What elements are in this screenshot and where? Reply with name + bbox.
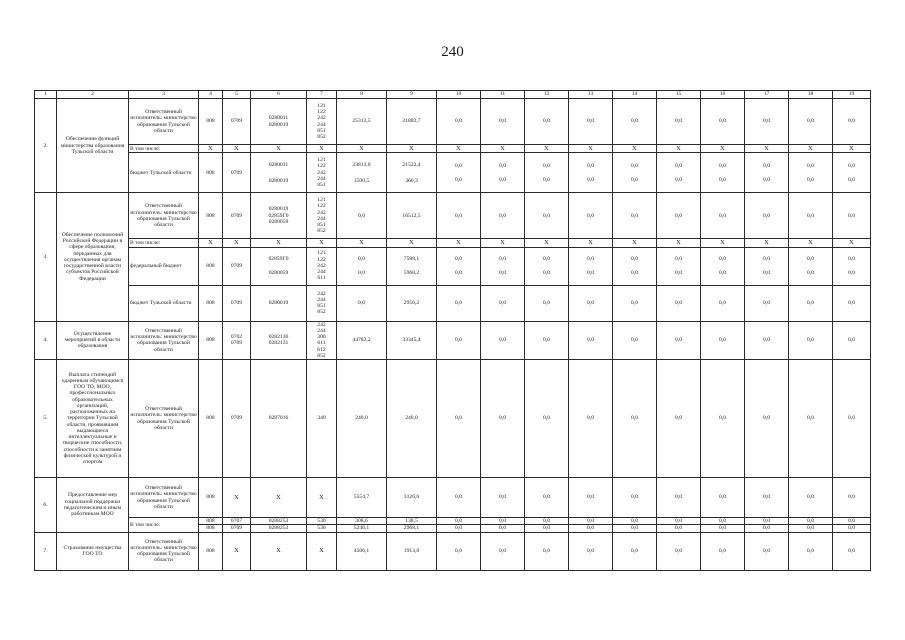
responsible-cell: Ответственный исполнитель: министерство образования Тульской области [129, 478, 199, 518]
x-cell: X [525, 239, 569, 247]
rz-cell: 0709 [223, 99, 251, 145]
zero-cell: 0,0 [745, 99, 789, 145]
zero-cell: 0,0 [657, 360, 701, 478]
x-cell: X [481, 145, 525, 153]
row-name: Обеспечение функций министерства образования Тульской области [57, 99, 129, 193]
table-row [35, 360, 871, 478]
x-cell: X [613, 239, 657, 247]
zero-cell: 0,0 [569, 285, 613, 321]
table-row [35, 145, 871, 153]
zero-cell: 0,0 [657, 285, 701, 321]
responsible-cell: Ответственный исполнитель: министерство образования Тульской области [129, 99, 199, 145]
x-cell: X [337, 145, 387, 153]
row-name: Осуществление мероприятий в области образования [57, 321, 129, 360]
row-number: 3. [35, 193, 57, 321]
zero-cell: 0,0 [789, 193, 833, 239]
value-cell: 7588,1 5968,2 [387, 247, 437, 285]
x-cell: X [789, 239, 833, 247]
zero-cell: 0,0 [437, 525, 481, 532]
header-cell: 11 [481, 91, 525, 99]
vr-cell: 121 122 242 244 851 [307, 153, 337, 193]
grbs-cell: 808 [199, 478, 223, 518]
zero-cell: 0,0 0,0 [525, 247, 569, 285]
rz-cell: 0709 [223, 193, 251, 239]
table-row [35, 532, 871, 570]
zero-cell: 0,0 [657, 99, 701, 145]
zero-cell: 0,0 [833, 525, 871, 532]
header-row [35, 91, 871, 99]
x-cell: X [307, 145, 337, 153]
header-cell: 13 [569, 91, 613, 99]
zero-cell: 0,0 [569, 193, 613, 239]
zero-cell: 0,0 0,0 [569, 247, 613, 285]
zero-cell: 0,0 [525, 525, 569, 532]
zero-cell: 0,0 [833, 532, 871, 570]
responsible-cell: федеральный бюджет [129, 247, 199, 285]
zero-cell: 0,0 [745, 478, 789, 518]
zero-cell: 0,0 [833, 478, 871, 518]
csr-cell: 02859Г0 0280059 [251, 247, 307, 285]
value-cell: 0,0 [337, 285, 387, 321]
rz-cell: 0709 [223, 247, 251, 285]
row-number: 4. [35, 321, 57, 360]
zero-cell: 0,0 0,0 [745, 153, 789, 193]
zero-cell: 0,0 [525, 193, 569, 239]
responsible-cell: бюджет Тульской области [129, 285, 199, 321]
zero-cell: 0,0 [569, 99, 613, 145]
zero-cell: 0,0 [745, 525, 789, 532]
value-cell: 2968,1 [387, 525, 437, 532]
zero-cell: 0,0 [525, 285, 569, 321]
zero-cell: 0,0 [437, 193, 481, 239]
x-cell: X [437, 145, 481, 153]
responsible-cell: Ответственный исполнитель: министерство образования Тульской области [129, 532, 199, 570]
x-cell: X [251, 239, 307, 247]
zero-cell: 0,0 [789, 532, 833, 570]
row-number: 2. [35, 99, 57, 193]
row-name: Выплата стипендий одаренным обучающимся ГОО ТО, МОО, профессиональных образовательных организаций, расположенных на территории Тульской области, проявившим выдающиеся интеллектуальные и творческие способности, способности к занятиям физической культурой и спортом [57, 360, 129, 478]
zero-cell: 0,0 [789, 478, 833, 518]
zero-cell: 0,0 [481, 285, 525, 321]
zero-cell: 0,0 [745, 321, 789, 360]
header-cell: 10 [437, 91, 481, 99]
zero-cell: 0,0 [657, 193, 701, 239]
grbs-cell: 808 [199, 525, 223, 532]
zero-cell: 0,0 [833, 193, 871, 239]
zero-cell: 0,0 0,0 [833, 247, 871, 285]
zero-cell: 0,0 [569, 518, 613, 525]
zero-cell: 0,0 [481, 193, 525, 239]
vr-cell: 530 [307, 525, 337, 532]
zero-cell: 0,0 [613, 532, 657, 570]
value-cell: 4506,1 [337, 532, 387, 570]
header-cell: 2 [57, 91, 129, 99]
zero-cell: 0,0 [569, 360, 613, 478]
header-cell: 6 [251, 91, 307, 99]
zero-cell: 0,0 [525, 99, 569, 145]
value-cell: 5554,7 [337, 478, 387, 518]
zero-cell: 0,0 0,0 [833, 153, 871, 193]
zero-cell: 0,0 [701, 478, 745, 518]
responsible-cell: Ответственный исполнитель: министерство образования Тульской области [129, 321, 199, 360]
zero-cell: 0,0 [613, 518, 657, 525]
zero-cell: 0,0 0,0 [481, 247, 525, 285]
header-cell: 15 [657, 91, 701, 99]
value-cell: 1913,8 [387, 532, 437, 570]
x-cell: X [251, 532, 307, 570]
incl-label: В том числе: [129, 145, 199, 153]
zero-cell: 0,0 [789, 525, 833, 532]
x-cell: X [199, 239, 223, 247]
zero-cell: 0,0 0,0 [701, 247, 745, 285]
x-cell: X [789, 145, 833, 153]
x-cell: X [337, 239, 387, 247]
header-cell: 12 [525, 91, 569, 99]
x-cell: X [745, 239, 789, 247]
x-cell: X [613, 145, 657, 153]
table-row [35, 153, 871, 193]
zero-cell: 0,0 [569, 321, 613, 360]
grbs-cell: 808 [199, 360, 223, 478]
table-row [35, 239, 871, 247]
vr-cell: 242 244 851 852 [307, 285, 337, 321]
value-cell: 25313,5 [337, 99, 387, 145]
grbs-cell: 808 [199, 153, 223, 193]
rz-cell: 0709 [223, 285, 251, 321]
zero-cell: 0,0 [657, 518, 701, 525]
zero-cell: 0,0 [745, 532, 789, 570]
zero-cell: 0,0 [789, 99, 833, 145]
zero-cell: 0,0 [745, 360, 789, 478]
zero-cell: 0,0 [613, 285, 657, 321]
zero-cell: 0,0 0,0 [437, 247, 481, 285]
vr-cell: 242 244 300 611 612 852 [307, 321, 337, 360]
zero-cell: 0,0 [613, 360, 657, 478]
rz-cell: 0707 [223, 518, 251, 525]
vr-cell: 340 [307, 360, 337, 478]
zero-cell: 0,0 0,0 [789, 153, 833, 193]
csr-cell: 0280019 [251, 285, 307, 321]
zero-cell: 0,0 [525, 360, 569, 478]
x-cell: X [701, 145, 745, 153]
zero-cell: 0,0 [481, 360, 525, 478]
zero-cell: 0,0 [481, 321, 525, 360]
zero-cell: 0,0 [613, 321, 657, 360]
x-cell: X [223, 145, 251, 153]
x-cell: X [307, 532, 337, 570]
vr-cell: 530 [307, 518, 337, 525]
value-cell: 23813,0 1500,5 [337, 153, 387, 193]
zero-cell: 0,0 [833, 99, 871, 145]
header-cell: 14 [613, 91, 657, 99]
budget-table [34, 90, 871, 571]
x-cell: X [223, 532, 251, 570]
table-row [35, 285, 871, 321]
zero-cell: 0,0 [437, 360, 481, 478]
value-cell: 33345,4 [387, 321, 437, 360]
zero-cell: 0,0 [833, 285, 871, 321]
x-cell: X [569, 145, 613, 153]
zero-cell: 0,0 [701, 518, 745, 525]
budget-table-sheet [34, 90, 870, 571]
zero-cell: 0,0 [481, 518, 525, 525]
x-cell: X [833, 145, 871, 153]
header-cell: 8 [337, 91, 387, 99]
x-cell: X [223, 239, 251, 247]
rz-cell: 0709 [223, 153, 251, 193]
zero-cell: 0,0 [525, 321, 569, 360]
x-cell: X [569, 239, 613, 247]
header-cell: 18 [789, 91, 833, 99]
value-cell: 21522,4 360,3 [387, 153, 437, 193]
zero-cell: 0,0 [437, 478, 481, 518]
x-cell: X [199, 145, 223, 153]
zero-cell: 0,0 [657, 478, 701, 518]
x-cell: X [437, 239, 481, 247]
zero-cell: 0,0 [613, 193, 657, 239]
csr-cell: 0280011 0280019 [251, 153, 307, 193]
zero-cell: 0,0 0,0 [701, 153, 745, 193]
grbs-cell: 808 [199, 532, 223, 570]
row-name: Обеспечение полномочий Российской Федерации в сфере образования, переданных для осуществления органам государственной власти субъектов Российской Федерации [57, 193, 129, 321]
grbs-cell: 808 [199, 247, 223, 285]
zero-cell: 0,0 [569, 525, 613, 532]
zero-cell: 0,0 [701, 321, 745, 360]
rz-cell: 0709 [223, 360, 251, 478]
value-cell: 16512,5 [387, 193, 437, 239]
csr-cell: 0287016 [251, 360, 307, 478]
grbs-cell: 808 [199, 518, 223, 525]
zero-cell: 0,0 [789, 285, 833, 321]
grbs-cell: 808 [199, 99, 223, 145]
zero-cell: 0,0 0,0 [613, 153, 657, 193]
zero-cell: 0,0 [569, 478, 613, 518]
x-cell: X [307, 239, 337, 247]
incl-label: В том числе: [129, 239, 199, 247]
value-cell: 0,0 [337, 193, 387, 239]
zero-cell: 0,0 [437, 518, 481, 525]
x-cell: X [251, 478, 307, 518]
incl-label: В том числе: [129, 518, 199, 533]
responsible-cell: бюджет Тульской области [129, 153, 199, 193]
zero-cell: 0,0 [745, 193, 789, 239]
x-cell: X [307, 478, 337, 518]
zero-cell: 0,0 0,0 [789, 247, 833, 285]
zero-cell: 0,0 0,0 [657, 247, 701, 285]
csr-cell: 0288253 [251, 525, 307, 532]
header-cell: 3 [129, 91, 199, 99]
zero-cell: 0,0 [525, 532, 569, 570]
vr-cell: 121 122 242 244 851 852 [307, 193, 337, 239]
zero-cell: 0,0 [657, 525, 701, 532]
zero-cell: 0,0 [745, 285, 789, 321]
zero-cell: 0,0 [481, 478, 525, 518]
zero-cell: 0,0 [525, 518, 569, 525]
header-cell: 4 [199, 91, 223, 99]
zero-cell: 0,0 [481, 525, 525, 532]
page-number: 240 [441, 44, 464, 60]
zero-cell: 0,0 0,0 [481, 153, 525, 193]
zero-cell: 0,0 [437, 99, 481, 145]
table-row [35, 518, 871, 525]
table-row [35, 247, 871, 285]
grbs-cell: 808 [199, 321, 223, 360]
x-cell: X [745, 145, 789, 153]
value-cell: 3126,6 [387, 478, 437, 518]
responsible-cell: Ответственный исполнитель: министерство образования Тульской области [129, 193, 199, 239]
x-cell: X [525, 145, 569, 153]
row-number: 6. [35, 478, 57, 533]
zero-cell: 0,0 [701, 99, 745, 145]
value-cell: 138,5 [387, 518, 437, 525]
zero-cell: 0,0 [701, 193, 745, 239]
header-cell: 1 [35, 91, 57, 99]
zero-cell: 0,0 [437, 285, 481, 321]
value-cell: 44782,2 [337, 321, 387, 360]
zero-cell: 0,0 [833, 360, 871, 478]
zero-cell: 0,0 [789, 321, 833, 360]
zero-cell: 0,0 [657, 321, 701, 360]
header-cell: 5 [223, 91, 251, 99]
zero-cell: 0,0 [789, 518, 833, 525]
value-cell: 2956,2 [387, 285, 437, 321]
zero-cell: 0,0 [481, 99, 525, 145]
rz-cell: 0702 0709 [223, 321, 251, 360]
grbs-cell: 808 [199, 193, 223, 239]
table-row [35, 193, 871, 239]
csr-cell: 0280011 0280019 [251, 99, 307, 145]
x-cell: X [251, 145, 307, 153]
zero-cell: 0,0 [613, 478, 657, 518]
zero-cell: 0,0 0,0 [613, 247, 657, 285]
x-cell: X [481, 239, 525, 247]
zero-cell: 0,0 [833, 321, 871, 360]
value-cell: 0,0 0,0 [337, 247, 387, 285]
header-cell: 7 [307, 91, 337, 99]
zero-cell: 0,0 0,0 [569, 153, 613, 193]
csr-cell: 0288253 [251, 518, 307, 525]
table-row [35, 478, 871, 518]
zero-cell: 0,0 [437, 532, 481, 570]
zero-cell: 0,0 [701, 360, 745, 478]
zero-cell: 0,0 [789, 360, 833, 478]
row-name: Предоставление мер социальной поддержки педагогическим и иным работникам МОО [57, 478, 129, 533]
zero-cell: 0,0 [569, 532, 613, 570]
zero-cell: 0,0 0,0 [745, 247, 789, 285]
table-row [35, 99, 871, 145]
row-number: 7. [35, 532, 57, 570]
grbs-cell: 808 [199, 285, 223, 321]
table-row [35, 321, 871, 360]
x-cell: X [387, 145, 437, 153]
zero-cell: 0,0 [613, 525, 657, 532]
header-cell: 17 [745, 91, 789, 99]
header-cell: 16 [701, 91, 745, 99]
row-number: 5. [35, 360, 57, 478]
zero-cell: 0,0 0,0 [525, 153, 569, 193]
vr-cell: 121 122 242 244 851 852 [307, 99, 337, 145]
zero-cell: 0,0 [481, 532, 525, 570]
zero-cell: 0,0 [833, 518, 871, 525]
csr-cell: 0282136 0282131 [251, 321, 307, 360]
responsible-cell: Ответственный исполнитель: министерство образования Тульской области [129, 360, 199, 478]
x-cell: X [833, 239, 871, 247]
value-cell: 308,6 [337, 518, 387, 525]
zero-cell: 0,0 0,0 [657, 153, 701, 193]
vr-cell: 121 122 242 244 611 [307, 247, 337, 285]
rz-cell: 0709 [223, 525, 251, 532]
zero-cell: 0,0 [437, 321, 481, 360]
x-cell: X [701, 239, 745, 247]
x-cell: X [223, 478, 251, 518]
header-cell: 19 [833, 91, 871, 99]
zero-cell: 0,0 [525, 478, 569, 518]
zero-cell: 0,0 [745, 518, 789, 525]
zero-cell: 0,0 [701, 532, 745, 570]
zero-cell: 0,0 0,0 [437, 153, 481, 193]
zero-cell: 0,0 [701, 525, 745, 532]
csr-cell: 0280019 02859Г0 0280059 [251, 193, 307, 239]
value-cell: 240,0 [387, 360, 437, 478]
value-cell: 21882,7 [387, 99, 437, 145]
header-cell: 9 [387, 91, 437, 99]
x-cell: X [387, 239, 437, 247]
zero-cell: 0,0 [701, 285, 745, 321]
row-name: Страхование имущества ГОО ТО [57, 532, 129, 570]
x-cell: X [657, 239, 701, 247]
value-cell: 5246,1 [337, 525, 387, 532]
zero-cell: 0,0 [613, 99, 657, 145]
zero-cell: 0,0 [657, 532, 701, 570]
value-cell: 240,0 [337, 360, 387, 478]
x-cell: X [657, 145, 701, 153]
